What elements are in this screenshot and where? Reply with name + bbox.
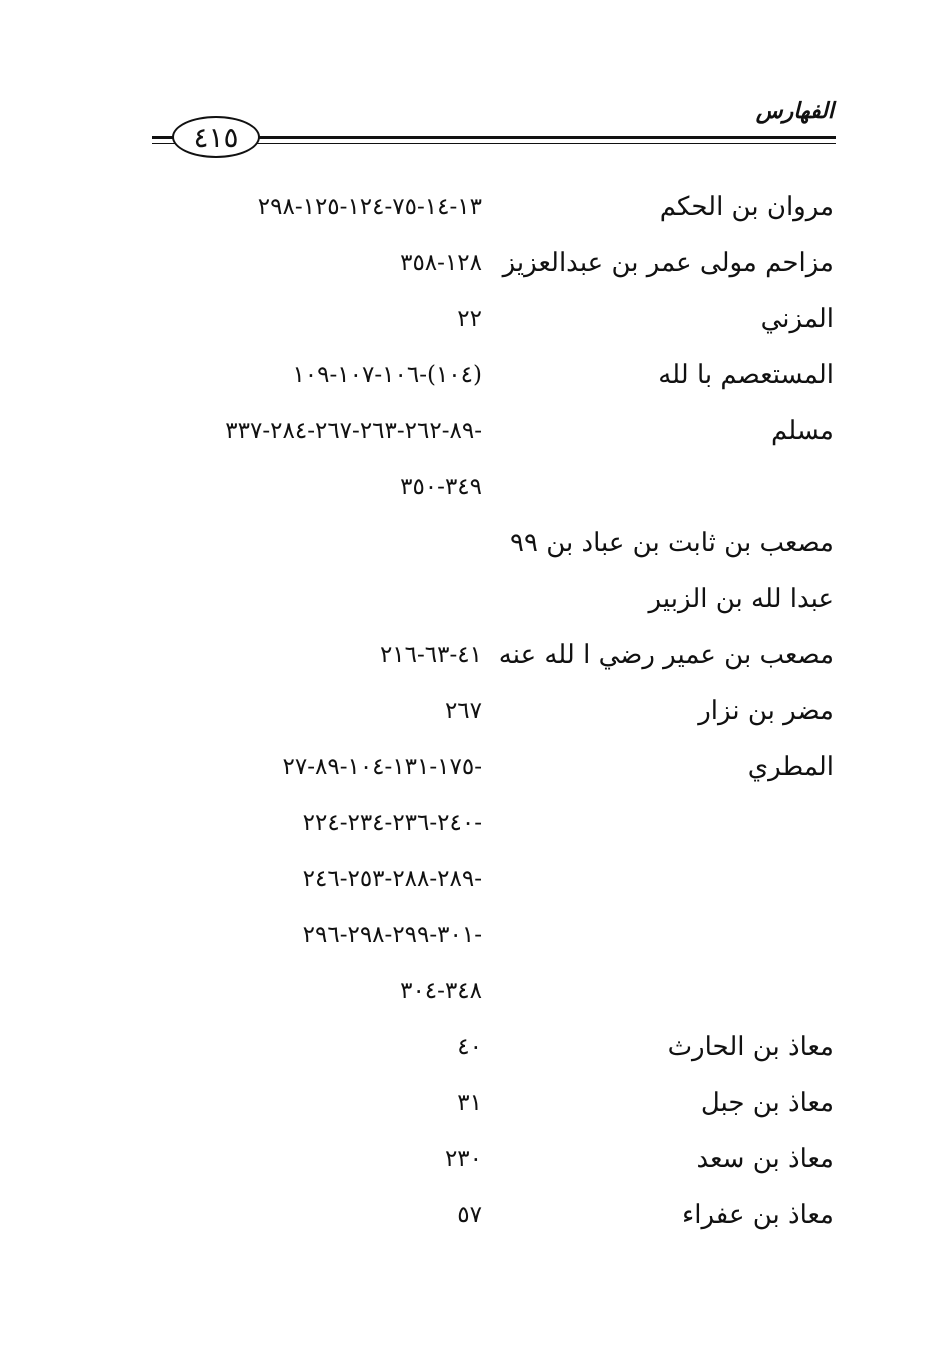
index-entry	[0, 1200, 944, 1240]
entry-name: مسلم	[770, 416, 834, 446]
entry-name: معاذ بن جبل	[700, 1088, 834, 1118]
entry-name: مصعب بن عمير رضي ا لله عنه	[498, 640, 834, 670]
index-entry	[0, 248, 944, 288]
entry-pages: ١٣-١٤-٧٥-١٢٤-١٢٥-٢٩٨	[257, 194, 482, 220]
entry-name: مروان بن الحكم	[659, 192, 834, 222]
entry-pages: -١٧٥-١٣١-١٠٤-٨٩-٢٧	[282, 754, 482, 780]
index-entry	[0, 472, 944, 512]
index-entry	[0, 584, 944, 624]
entry-pages: ٥٧	[457, 1202, 482, 1228]
entry-name: معاذ بن الحارث	[667, 1032, 834, 1062]
index-entry	[0, 976, 944, 1016]
page-number: ٤١٥	[193, 120, 239, 154]
index-entry	[0, 360, 944, 400]
entry-pages: ٢٢	[457, 306, 482, 332]
section-title: الفهارس	[755, 98, 834, 124]
entry-name: المستعصم با لله	[658, 360, 834, 390]
entry-pages: ٢٣٠	[444, 1146, 482, 1172]
entry-name: معاذ بن سعد	[696, 1144, 834, 1174]
entry-pages: -٣٠١-٢٩٩-٢٩٨-٢٩٦	[302, 922, 482, 948]
entry-name: مزاحم مولى عمر بن عبدالعزيز	[502, 248, 834, 278]
entry-pages: -٨٩-٢٦٢-٢٦٣-٢٦٧-٢٨٤-٣٣٧	[225, 418, 482, 444]
entry-name: معاذ بن عفراء	[682, 1200, 834, 1230]
entry-pages: -٢٨٩-٢٨٨-٢٥٣-٢٤٦	[302, 866, 482, 892]
index-entry	[0, 1088, 944, 1128]
entry-name: مصعب بن ثابت بن عباد بن ٩٩	[510, 528, 834, 558]
index-entry	[0, 416, 944, 456]
index-entry	[0, 640, 944, 680]
index-entry	[0, 864, 944, 904]
entry-pages: ١٢٨-٣٥٨	[400, 250, 482, 276]
index-entry	[0, 696, 944, 736]
index-entry	[0, 1144, 944, 1184]
index-entry	[0, 808, 944, 848]
entry-pages: ٤١-٦٣-٢١٦	[379, 642, 482, 668]
index-entry	[0, 752, 944, 792]
entry-pages: ٤٠	[457, 1034, 482, 1060]
entry-name: مضر بن نزار	[698, 696, 834, 726]
entry-pages: -٢٤٠-٢٣٦-٢٣٤-٢٢٤	[302, 810, 482, 836]
entry-pages: ٣١	[457, 1090, 482, 1116]
index-entry	[0, 920, 944, 960]
entry-pages: ٣٤٩-٣٥٠	[400, 474, 482, 500]
index-entry	[0, 304, 944, 344]
entry-pages: ٢٦٧	[444, 698, 482, 724]
index-entry	[0, 528, 944, 568]
entry-name: عبدا لله بن الزبير	[648, 584, 834, 614]
index-entry	[0, 192, 944, 232]
entry-pages: ٣٤٨-٣٠٤	[400, 978, 482, 1004]
index-entry	[0, 1032, 944, 1072]
entry-name: المطري	[747, 752, 834, 782]
entry-pages: (١٠٤)-١٠٦-١٠٧-١٠٩	[292, 362, 482, 388]
entry-name: المزني	[760, 304, 834, 334]
